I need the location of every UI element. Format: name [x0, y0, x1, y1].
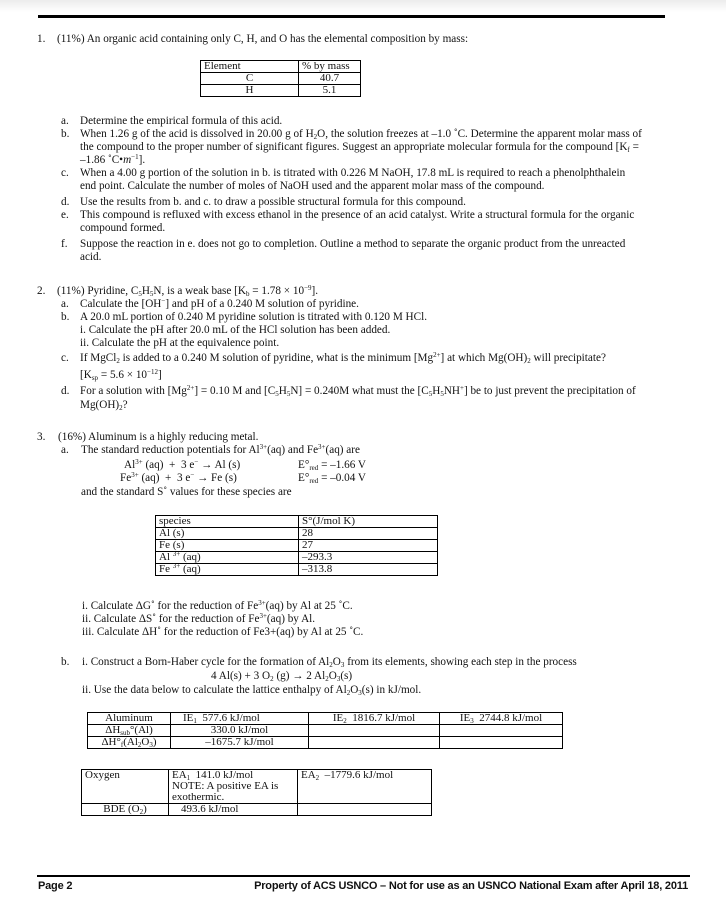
table-header-row [201, 61, 361, 73]
table-row [88, 713, 563, 725]
potential-al: $E^\circ_{red} = -1.66$ V [298, 459, 367, 472]
part-label: c. [61, 167, 69, 179]
table-cell: 40.7 [299, 73, 361, 85]
part-label: b. [61, 311, 70, 323]
question-number: 1. [37, 33, 46, 45]
subpart-text: iii. Calculate ΔH˚ for the reduction of Fe3+(aq) by Al at 25 ˚C. [82, 626, 364, 638]
ea-note: NOTE: A positive EA is exothermic. [172, 780, 279, 803]
table-cell: $EA_2$ –1779.6 kJ/mol [298, 770, 432, 804]
table-cell: $IE_2$ 1816.7 kJ/mol [309, 713, 440, 725]
table-header: Element [201, 61, 299, 73]
table-cell: 493.6 kJ/mol [169, 804, 298, 816]
table-cell: $IE_1$ 577.6 kJ/mol [171, 713, 309, 725]
table-row [88, 725, 563, 737]
part-text: If MgCl$_2$ is added to a 0.240 M solution of pyridine, what is the minimum $[Mg^{2+}]$ at which $Mg(OH)_2$ will precipitate? [80, 351, 606, 365]
question-number: 2. [37, 285, 46, 297]
table-row [156, 528, 438, 540]
part-label: a. [61, 298, 69, 310]
table-cell: $IE_3$ 2744.8 kJ/mol [440, 713, 563, 725]
part-text: For a solution with $[Mg^{2+}] = 0.10$ M and $[C_5H_5N] = 0.240M$ what must the $[C_5H_5NH^+]$ be to just prevent the precipitation of [80, 384, 636, 398]
table-row [156, 552, 438, 564]
subpart-text: ii. Use the data below to calculate the lattice enthalpy of $Al_2O_3(s)$ in kJ/mol. [82, 684, 422, 697]
table-cell: –1675.7 kJ/mol [171, 737, 309, 749]
part-text: When a 4.00 g portion of the solution in b. is titrated with 0.226 M NaOH, 17.8 mL is required to reach a phenolphthalein [80, 167, 626, 179]
part-text: Use the results from b. and c. to draw a possible structural formula for this compound. [80, 196, 466, 208]
part-text: compound formed. [80, 222, 166, 234]
table-cell: Fe $^{3+}$ (aq) [156, 564, 299, 576]
viewer-top-shadow [0, 0, 726, 12]
part-text: When 1.26 g of the acid is dissolved in 20.00 g of $H_2O$, the solution freezes at –1.0 ˚C. Determine the apparent molar mass of [80, 128, 642, 141]
subpart-text: ii. Calculate ΔS˚ for the reduction of $Fe^{3+}(aq)$ by Al. [82, 612, 316, 625]
aluminum-data-table [87, 712, 563, 749]
table-cell: Fe (s) [156, 540, 299, 552]
copyright-notice: Property of ACS USNCO – Not for use as an USNCO National Exam after April 18, 2011 [254, 880, 688, 892]
part-text: acid. [80, 251, 102, 263]
header-rule [38, 15, 665, 18]
table-cell: H [201, 85, 299, 97]
question-stem: (16%) Aluminum is a highly reducing metal. [58, 431, 259, 443]
table-row [156, 564, 438, 576]
table-cell [309, 737, 440, 749]
oxygen-data-table [81, 769, 432, 816]
part-text: A 20.0 mL portion of 0.240 M pyridine solution is titrated with 0.120 M HCl. [80, 311, 428, 323]
part-text: The standard reduction potentials for $Al^{3+}(aq)$ and $Fe^{3+}(aq)$ are [81, 443, 360, 456]
part-text: and the standard S˚ values for these species are [81, 486, 292, 498]
table-header: species [156, 516, 299, 528]
part-label: d. [61, 385, 70, 397]
part-label: d. [61, 196, 70, 208]
table-cell [309, 725, 440, 737]
table-cell: $EA_1$ 141.0 kJ/mol NOTE: A positive EA is exothermic. [169, 770, 298, 804]
page-number: Page 2 [38, 880, 73, 892]
composition-table [200, 60, 361, 97]
table-cell [298, 804, 432, 816]
half-reaction-fe: $Fe^{3+}$ (aq) + 3 e− → Fe (s) [120, 471, 237, 484]
table-cell: Oxygen [82, 770, 169, 804]
table-cell: –293.3 [299, 552, 438, 564]
table-row [201, 73, 361, 85]
table-cell: Aluminum [88, 713, 171, 725]
table-row [82, 770, 432, 804]
question-stem: (11%) Pyridine, $C_5H_5N$, is a weak base $[K_b = 1.78 \times 10^{-9}]$. [57, 284, 319, 298]
table-row [82, 804, 432, 816]
table-cell: C [201, 73, 299, 85]
table-row [88, 737, 563, 749]
part-label: b. [61, 128, 70, 140]
part-text: end point. Calculate the number of moles of NaOH used and the apparent molar mass of the compound. [80, 180, 545, 192]
question-stem: (11%) An organic acid containing only C, H, and O has the elemental composition by mass: [57, 33, 469, 45]
potential-fe: $E^\circ_{red} = -0.04$ V [298, 472, 367, 485]
part-label: a. [61, 444, 69, 456]
table-cell: Al $^{3+}$ (aq) [156, 552, 299, 564]
part-text: Calculate the [OH−] and pH of a 0.240 M solution of pyridine. [80, 297, 359, 310]
half-reaction-al: $Al^{3+}$ (aq) + 3 e− → Al (s) [124, 458, 241, 471]
part-label: f. [61, 238, 68, 250]
formation-equation: 4 Al(s) + 3 $O_2$ (g) → 2 $Al_2O_3(s)$ [211, 670, 353, 683]
table-cell: $\Delta H_{sub}^\circ(Al)$ [88, 725, 171, 737]
table-row [201, 85, 361, 97]
table-cell: 27 [299, 540, 438, 552]
table-cell: BDE $(O_2)$ [82, 804, 169, 816]
part-label: e. [61, 209, 69, 221]
table-cell: $\Delta H^\circ_f(Al_2O_3)$ [88, 737, 171, 749]
ksp-value: $[K_{sp} = 5.6 \times 10^{-12}]$ [80, 368, 162, 382]
subpart-text: ii. Calculate the pH at the equivalence point. [80, 337, 280, 349]
question-number: 3. [37, 431, 46, 443]
part-text: i. Construct a Born-Haber cycle for the formation of $Al_2O_3$ from its elements, showing each step in the process [82, 656, 577, 669]
part-label: b. [61, 656, 70, 668]
table-cell: Al (s) [156, 528, 299, 540]
table-header: % by mass [299, 61, 361, 73]
part-text: $Mg(OH)_2$? [80, 399, 128, 412]
part-text: This compound is refluxed with excess ethanol in the presence of an acid catalyst. Write a structural formula for the organic [80, 209, 635, 221]
entropy-table [155, 515, 438, 576]
subpart-text: i. Calculate the pH after 20.0 mL of the HCl solution has been added. [80, 324, 391, 336]
footer-rule [37, 875, 690, 877]
part-text: the compound to the proper number of significant figures. Suggest an appropriate molecular formula for the compound [$K_f$ = [80, 141, 639, 154]
part-text: –1.86 $˚C•m^{-1}$]. [80, 153, 146, 166]
part-text: Suppose the reaction in e. does not go to completion. Outline a method to separate the organic product from the unreacted [80, 238, 626, 250]
table-cell: 5.1 [299, 85, 361, 97]
table-header-row [156, 516, 438, 528]
table-cell [440, 725, 563, 737]
table-cell [440, 737, 563, 749]
part-text: Determine the empirical formula of this acid. [80, 115, 283, 127]
table-row [156, 540, 438, 552]
part-label: c. [61, 352, 69, 364]
subpart-text: i. Calculate ΔG˚ for the reduction of $Fe^{3+}(aq)$ by Al at 25 ˚C. [82, 599, 353, 612]
table-cell: 330.0 kJ/mol [171, 725, 309, 737]
table-header: S°(J/mol K) [299, 516, 438, 528]
part-label: a. [61, 115, 69, 127]
table-cell: –313.8 [299, 564, 438, 576]
table-cell: 28 [299, 528, 438, 540]
